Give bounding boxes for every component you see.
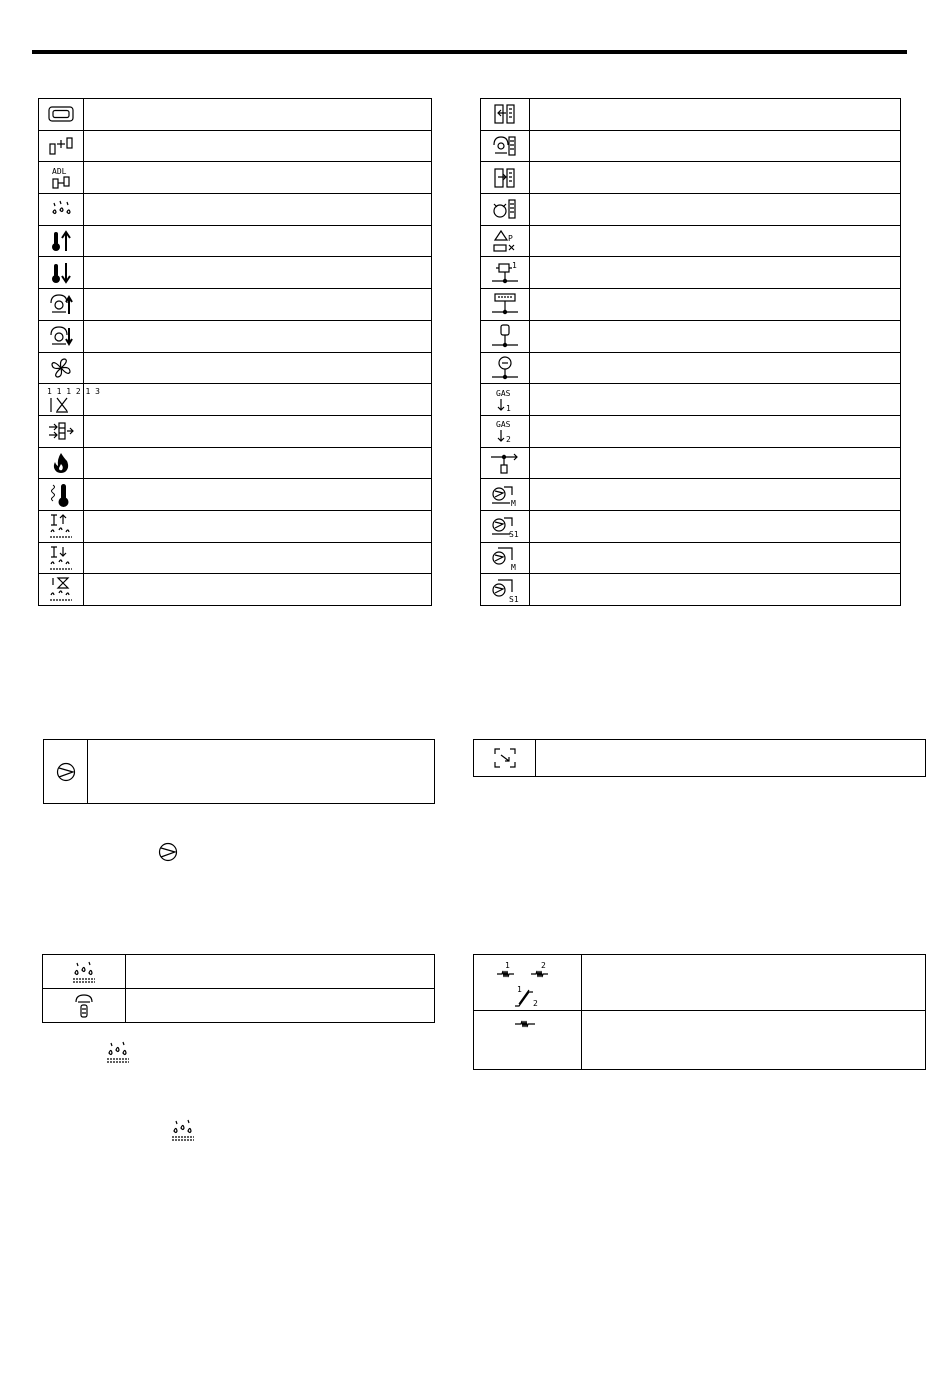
table-row (481, 574, 901, 606)
svg-text:1: 1 (516, 984, 522, 994)
gas-2-icon (481, 418, 529, 444)
temperature-up-icon (39, 230, 83, 252)
compressor-m-alt-icon (481, 544, 529, 572)
table-row (39, 510, 432, 542)
door-in-icon (481, 103, 529, 125)
svg-text:ADL: ADL (52, 166, 67, 176)
table-row (39, 447, 432, 479)
drip-tray-inline-icon-2 (170, 1118, 196, 1146)
left-symbol-table (38, 98, 432, 606)
table-row (39, 479, 432, 511)
door-out-icon (481, 167, 529, 189)
drain-heater-icon (43, 993, 125, 1019)
table-row (39, 225, 432, 257)
table-row (39, 352, 432, 384)
valve-line-icon (481, 323, 529, 349)
svg-text:1: 1 (504, 960, 510, 970)
two-stage-step-icon (474, 958, 581, 1008)
single-stage-icon (474, 1017, 581, 1031)
sensor-icon (474, 747, 535, 769)
table-row (481, 225, 901, 257)
compressor-icon (44, 761, 87, 783)
defrost-drops-icon (39, 199, 83, 219)
fan-coil-down-icon (39, 325, 83, 347)
svg-text:2: 2 (532, 998, 538, 1008)
current-down-defrost-icon (39, 545, 83, 571)
table-row (481, 415, 901, 447)
svg-text:GAS: GAS (496, 420, 511, 430)
output-line-icon (481, 450, 529, 476)
hourglass-defrost-icon (39, 576, 83, 604)
table-row (481, 447, 901, 479)
table-row (43, 989, 435, 1023)
svg-text:S1: S1 (509, 530, 519, 540)
adl-io-icon (39, 166, 83, 190)
gauge-line-icon (481, 355, 529, 381)
stage-table (473, 954, 926, 1070)
table-row (481, 130, 901, 162)
right-symbol-table (480, 98, 901, 606)
coil-panel-icon (481, 135, 529, 157)
svg-text:GAS: GAS (496, 388, 511, 398)
compressor-inline-icon (157, 841, 179, 867)
table-row (39, 257, 432, 289)
table-row (481, 320, 901, 352)
io-module-icon (39, 136, 83, 156)
svg-text:S1: S1 (509, 594, 519, 604)
table-row (39, 130, 432, 162)
relay-1-icon (481, 261, 529, 285)
defrost-table (42, 954, 435, 1023)
table-row (481, 99, 901, 131)
compressor-s1-alt-icon (481, 576, 529, 604)
temperature-down-icon (39, 262, 83, 284)
svg-text:2: 2 (540, 960, 546, 970)
table-row (474, 955, 926, 1011)
svg-text:M: M (511, 498, 516, 508)
table-row (39, 99, 432, 131)
svg-text:1: 1 (506, 403, 511, 413)
table-row (39, 289, 432, 321)
fan-coil-up-icon (39, 293, 83, 315)
heater-line-icon (481, 292, 529, 316)
svg-text:1 1 1 2 1 3: 1 1 1 2 1 3 (47, 386, 100, 396)
current-up-defrost-icon (39, 513, 83, 539)
table-row (481, 510, 901, 542)
table-row (39, 542, 432, 574)
header-rule (32, 50, 907, 54)
table-row (481, 479, 901, 511)
table-row (44, 740, 435, 804)
table-row (481, 289, 901, 321)
timer-bars-icon (39, 386, 100, 413)
table-row (481, 352, 901, 384)
compressor-s1-icon (481, 512, 529, 540)
table-row (474, 740, 926, 777)
sensor-table (473, 739, 926, 777)
compressor-table (43, 739, 435, 804)
svg-text:2: 2 (506, 435, 511, 445)
table-row (39, 415, 432, 447)
gas-1-icon (481, 387, 529, 413)
pressure-alarm-icon (481, 229, 529, 253)
table-row (39, 574, 432, 606)
battery-icon (39, 106, 83, 122)
fan-icon (39, 357, 83, 379)
flame-icon (39, 452, 83, 474)
table-row (481, 194, 901, 226)
table-row (43, 955, 435, 989)
table-row (39, 384, 432, 416)
drip-tray-icon (43, 960, 125, 984)
table-row (481, 542, 901, 574)
svg-text:P: P (508, 234, 513, 244)
drip-tray-inline-icon (105, 1040, 131, 1068)
heat-temperature-icon (39, 482, 83, 508)
table-row (481, 257, 901, 289)
table-row (39, 320, 432, 352)
table-row (481, 384, 901, 416)
table-row (39, 194, 432, 226)
svg-text:1: 1 (512, 260, 517, 270)
compressor-m-icon (481, 481, 529, 509)
table-row (39, 162, 432, 194)
table-row (481, 162, 901, 194)
svg-text:M: M (511, 562, 516, 572)
evaporator-panel-icon (481, 198, 529, 220)
damper-arrows-icon (39, 421, 83, 441)
table-row (474, 1011, 926, 1070)
